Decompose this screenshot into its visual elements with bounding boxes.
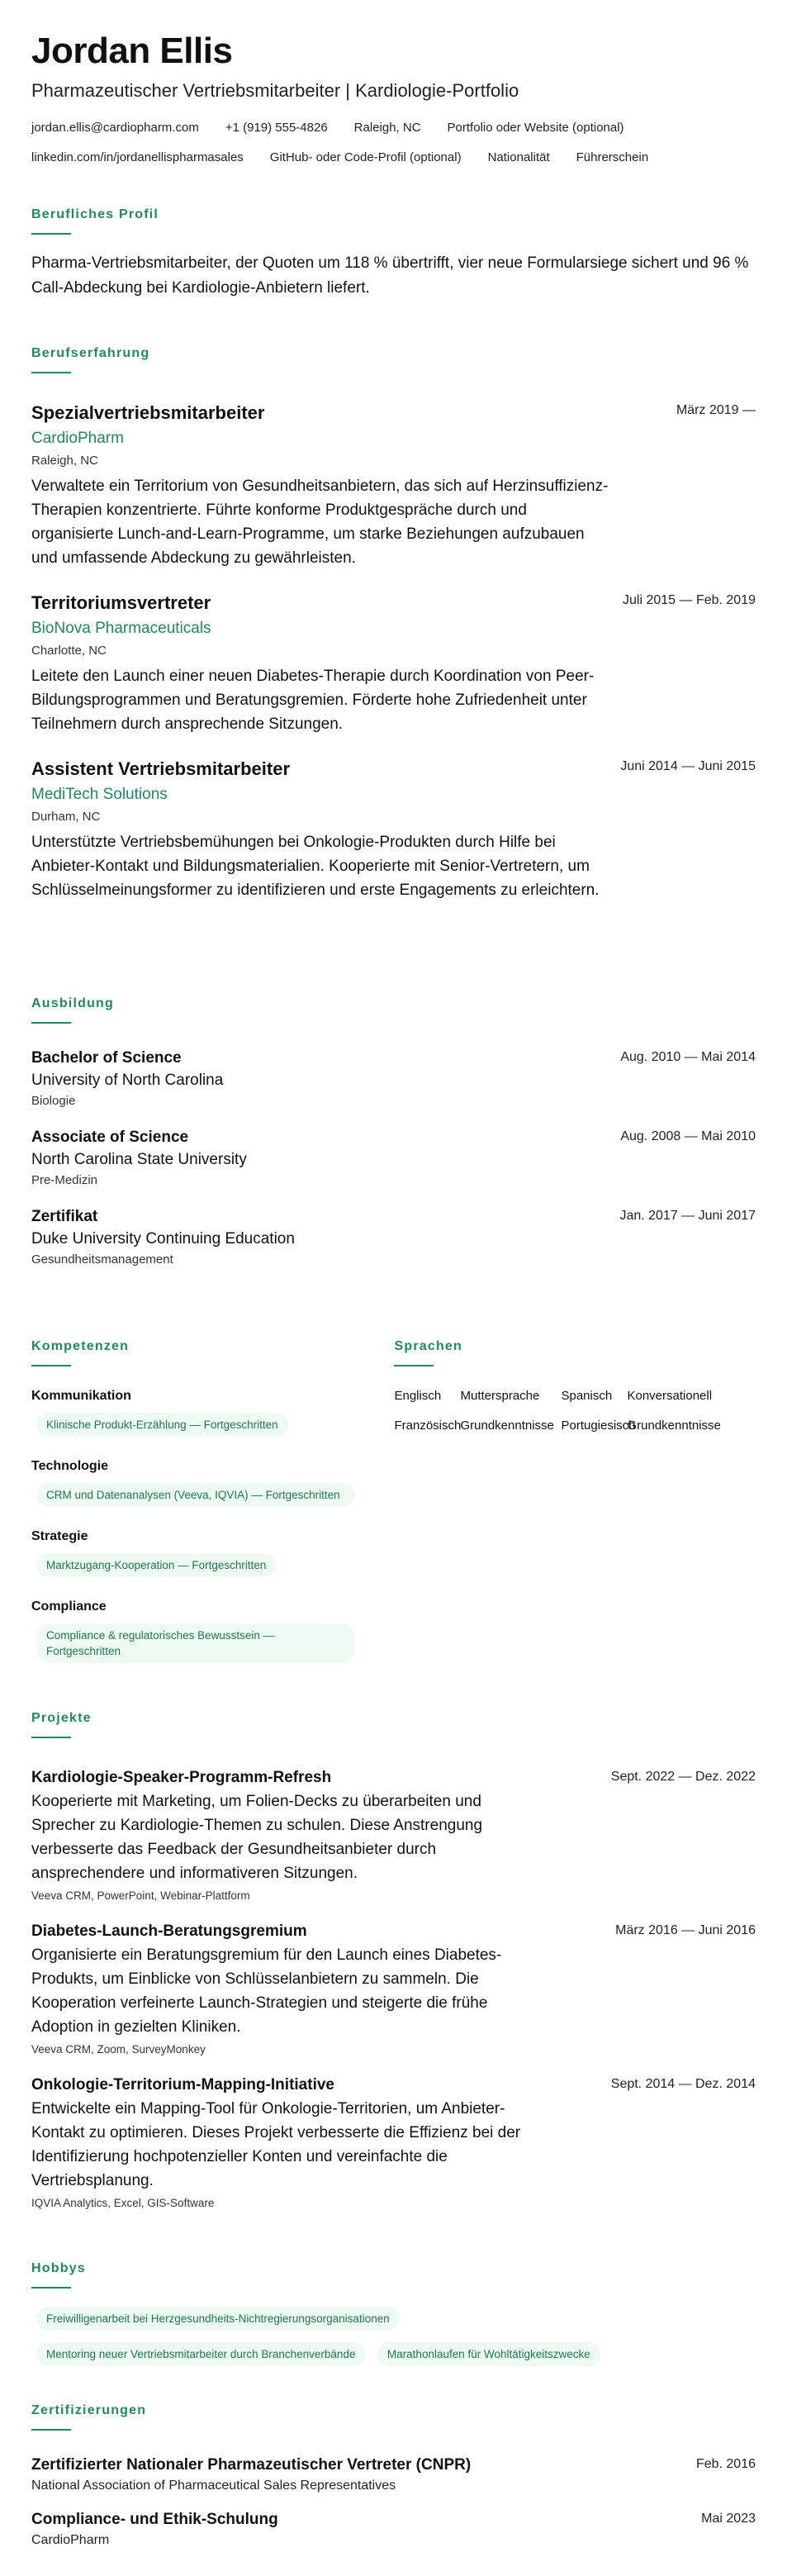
language-row [394, 1418, 756, 1434]
job-location: Durham, NC [31, 810, 101, 824]
skill-category: Technologie [31, 1459, 109, 1473]
section-divider [31, 2429, 71, 2431]
languages-section [394, 1338, 756, 1663]
project-entry [31, 2075, 756, 2211]
education-entry [31, 1207, 756, 1268]
education-entry [31, 1048, 756, 1110]
contact-row-secondary [31, 150, 756, 165]
contact-portfolio[interactable]: Portfolio oder Website (optional) [447, 121, 624, 135]
project-dates: März 2016 — Juni 2016 [615, 1923, 756, 1937]
job-dates: Juli 2015 — Feb. 2019 [623, 593, 756, 607]
certification-issuer: National Association of Pharmaceutical Sales Representatives [31, 2479, 396, 2493]
language-name: Portugiesisch [561, 1419, 636, 1433]
skill-group [31, 1599, 361, 1663]
skill-category: Strategie [31, 1529, 88, 1543]
project-dates: Sept. 2022 — Dez. 2022 [610, 1770, 756, 1784]
section-title-experience: Berufserfahrung [31, 346, 150, 360]
project-description: Organisierte ein Beratungsgremium für den Launch eines Diabetes-Produkts, um Einblicke von Schlüsselanbietern zu sammeln. Die Kooperation verfeinerte Launch-Strategien und steigerte die frühe Adoption in gezielten Kliniken. [31, 1946, 502, 2036]
project-entry [31, 1768, 756, 1903]
certification-entry [31, 2510, 756, 2550]
section-divider [31, 233, 71, 235]
skill-tag: Compliance & regulatorisches Bewusstsein — Fortgeschritten [36, 1623, 355, 1663]
section-divider [31, 1737, 71, 1738]
job-company: CardioPharm [31, 430, 124, 447]
section-title-certifications: Zertifizierungen [31, 2403, 147, 2417]
section-title-profile: Berufliches Profil [31, 207, 159, 221]
skill-tag: Klinische Produkt-Erzählung — Fortgeschritten [36, 1413, 288, 1437]
project-tech: Veeva CRM, Zoom, SurveyMonkey [31, 2043, 206, 2056]
certification-title: Compliance- und Ethik-Schulung [31, 2511, 278, 2528]
project-title: Diabetes-Launch-Beratungsgremium [31, 1922, 307, 1940]
project-description: Entwickelte ein Mapping-Tool für Onkologie-Territorien, um Anbieter-Kontakt zu optimieren. Dieses Projekt verbesserte die Effizienz bei der Identifizierung hochpotenzieller Konten und vereinfachte die Vertriebsplanung. [31, 2100, 521, 2189]
projects-section [31, 1710, 756, 2211]
education-dates: Aug. 2008 — Mai 2010 [620, 1129, 756, 1143]
skill-group [31, 1528, 361, 1577]
skill-group [31, 1388, 361, 1437]
education-school: Duke University Continuing Education [31, 1230, 295, 1248]
section-divider [394, 1365, 434, 1366]
section-divider [31, 2287, 71, 2288]
section-divider [31, 1365, 71, 1366]
contact-location: Raleigh, NC [353, 121, 421, 135]
job-dates: März 2019 — [676, 403, 756, 417]
job-title: Territoriumsvertreter [31, 592, 211, 613]
language-level: Muttersprache [460, 1389, 540, 1403]
education-degree: Associate of Science [31, 1129, 189, 1146]
section-divider [31, 1022, 71, 1024]
job-entry [31, 592, 756, 736]
job-location: Charlotte, NC [31, 644, 107, 658]
education-field: Biologie [31, 1094, 76, 1108]
project-description: Kooperierte mit Marketing, um Folien-Decks zu überarbeiten und Sprecher zu Kardiologie-Themen zu schulen. Diese Anstrengung verbesserte das Feedback der Gesundheitsanbieter durch ansprechendere und informativeren Sitzungen. [31, 1793, 483, 1882]
education-dates: Aug. 2010 — Mai 2014 [620, 1050, 756, 1064]
contact-github[interactable]: GitHub- oder Code-Profil (optional) [269, 150, 462, 164]
job-entry [31, 758, 756, 902]
language-level: Grundkenntnisse [627, 1419, 721, 1433]
education-field: Gesundheitsmanagement [31, 1252, 173, 1267]
candidate-name: Jordan Ellis [31, 31, 233, 71]
candidate-headline: Pharmazeutischer Vertriebsmitarbeiter | Kardiologie-Portfolio [31, 80, 519, 101]
skill-category: Compliance [31, 1599, 107, 1614]
language-row [394, 1388, 756, 1404]
project-title: Kardiologie-Speaker-Programm-Refresh [31, 1769, 332, 1786]
job-company: BioNova Pharmaceuticals [31, 620, 211, 637]
certification-entry [31, 2455, 756, 2495]
job-description: Unterstützte Vertriebsbemühungen bei Onkologie-Produkten durch Hilfe bei Anbieter-Kontakt und Bildungsmaterialien. Kooperierte mit Senior-Vertretern, um Schlüsselmeinungsformer zu identifizieren und erste Engagements zu erleichtern. [31, 834, 600, 899]
section-title-projects: Projekte [31, 1711, 92, 1725]
contact-phone[interactable]: +1 (919) 555-4826 [225, 121, 328, 135]
contact-nationality: Nationalität [487, 150, 550, 164]
education-school: North Carolina State University [31, 1151, 247, 1168]
job-title: Spezialvertriebsmitarbeiter [31, 402, 265, 423]
project-tech: IQVIA Analytics, Excel, GIS-Software [31, 2197, 215, 2209]
education-school: University of North Carolina [31, 1072, 224, 1089]
certification-title: Zertifizierter Nationaler Pharmazeutischer Vertreter (CNPR) [31, 2456, 472, 2474]
job-company: MediTech Solutions [31, 786, 168, 803]
hobby-row [31, 2298, 756, 2331]
job-description: Leitete den Launch einer neuen Diabetes-Therapie durch Koordination von Peer-Bildungsprogrammen und Beratungsgremien. Förderte hohe Zufriedenheit unter Teilnehmern durch ansprechende Sitzungen. [31, 668, 595, 733]
job-description: Verwaltete ein Territorium von Gesundheitsanbietern, das sich auf Herzinsuffizienz-Therapien konzentrierte. Führte konforme Produktgespräche durch und organisierte Lunch-and-Learn-Programme, um starke Beziehungen aufzubauen und umfassende Abdeckung zu gewährleisten. [31, 478, 609, 567]
language-level: Grundkenntnisse [460, 1419, 554, 1433]
certification-date: Feb. 2016 [695, 2457, 756, 2471]
contact-linkedin[interactable]: linkedin.com/in/jordanellispharmasales [31, 150, 244, 164]
education-field: Pre-Medizin [31, 1173, 98, 1187]
job-dates: Juni 2014 — Juni 2015 [620, 759, 756, 773]
experience-section [31, 345, 756, 902]
profile-summary: Pharma-Vertriebsmitarbeiter, der Quoten um 118 % übertrifft, vier neue Formularsiege sichert und 96 % Call-Abdeckung bei Kardiologie-Anbietern liefert. [31, 254, 749, 297]
contact-email[interactable]: jordan.ellis@cardiopharm.com [31, 121, 199, 135]
skills-languages-row [31, 1338, 756, 1663]
certification-issuer: CardioPharm [31, 2533, 110, 2547]
project-dates: Sept. 2014 — Dez. 2014 [610, 2077, 756, 2091]
job-title: Assistent Vertriebsmitarbeiter [31, 758, 291, 779]
hobbies-section [31, 2260, 756, 2366]
project-title: Onkologie-Territorium-Mapping-Initiative [31, 2076, 334, 2094]
section-title-education: Ausbildung [31, 996, 114, 1010]
section-title-hobbies: Hobbys [31, 2261, 86, 2275]
language-name: Spanisch [561, 1389, 613, 1403]
language-name: Englisch [394, 1389, 442, 1403]
hobby-tag: Freiwilligenarbeit bei Herzgesundheits-Nichtregierungsorganisationen [36, 2307, 400, 2331]
certifications-section [31, 2403, 756, 2550]
section-title-languages: Sprachen [394, 1339, 462, 1353]
language-level: Konversationell [627, 1389, 713, 1403]
education-dates: Jan. 2017 — Juni 2017 [619, 1209, 756, 1223]
section-title-skills: Kompetenzen [31, 1339, 130, 1353]
contact-license: Führerschein [576, 150, 649, 164]
certification-date: Mai 2023 [701, 2512, 756, 2526]
education-entry [31, 1128, 756, 1189]
skill-tag: CRM und Datenanalysen (Veeva, IQVIA) — Fortgeschritten [36, 1483, 355, 1507]
skill-group [31, 1458, 361, 1507]
hobby-tag: Marathonlaufen für Wohltätigkeitszwecke [377, 2342, 600, 2366]
job-location: Raleigh, NC [31, 454, 98, 468]
project-entry [31, 1922, 756, 2057]
hobby-tag: Mentoring neuer Vertriebsmitarbeiter durch Branchenverbände [36, 2342, 365, 2366]
education-section [31, 996, 756, 1268]
education-degree: Bachelor of Science [31, 1049, 182, 1067]
hobby-row [31, 2334, 756, 2366]
skills-section [31, 1338, 361, 1663]
project-tech: Veeva CRM, PowerPoint, Webinar-Plattform [31, 1889, 250, 1902]
job-entry [31, 402, 756, 570]
contact-row-primary [31, 121, 756, 135]
language-name: Französisch [394, 1419, 462, 1433]
skill-category: Kommunikation [31, 1389, 131, 1403]
skill-tag: Marktzugang-Kooperation — Fortgeschritten [36, 1553, 276, 1577]
profile-section [31, 207, 756, 301]
section-divider [31, 372, 71, 373]
education-degree: Zertifikat [31, 1208, 98, 1225]
